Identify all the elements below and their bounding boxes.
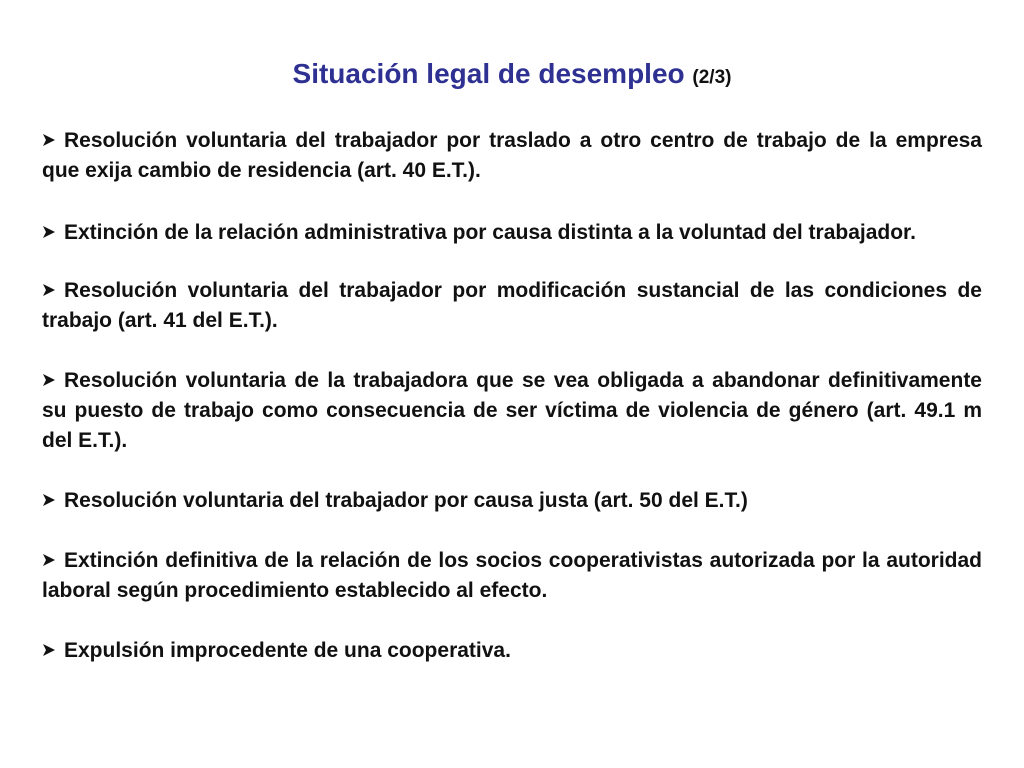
bullet-text: Extinción de la relación administrativa por causa distinta a la voluntad del trabajador. bbox=[64, 221, 916, 244]
arrow-bullet-icon bbox=[42, 373, 56, 387]
arrow-bullet-icon bbox=[42, 553, 56, 567]
arrow-bullet-icon bbox=[42, 643, 56, 657]
arrow-bullet-icon bbox=[42, 283, 56, 297]
bullet-text: Expulsión improcedente de una cooperativa. bbox=[64, 639, 511, 662]
bullet-text: Resolución voluntaria del trabajador por modificación sustancial de las condiciones de trabajo (art. 41 del E.T.). bbox=[42, 279, 982, 332]
bullet-text: Resolución voluntaria de la trabajadora que se vea obligada a abandonar definitivamente su puesto de trabajo como consecuencia de ser víctima de violencia de género (art. 49.1 m del E.T.). bbox=[42, 369, 982, 452]
arrow-bullet-icon bbox=[42, 225, 56, 239]
bullet-item bbox=[42, 366, 982, 456]
title-main: Situación legal de desempleo bbox=[292, 58, 685, 89]
bullet-item bbox=[42, 636, 982, 666]
title-page-indicator: (2/3) bbox=[692, 67, 732, 88]
arrow-bullet-icon bbox=[42, 133, 56, 147]
slide-title bbox=[0, 56, 1024, 96]
bullet-item bbox=[42, 126, 982, 186]
arrow-bullet-icon bbox=[42, 493, 56, 507]
bullet-item bbox=[42, 216, 982, 249]
bullet-item bbox=[42, 546, 982, 606]
bullet-text: Resolución voluntaria del trabajador por causa justa (art. 50 del E.T.) bbox=[64, 489, 748, 512]
bullet-text: Resolución voluntaria del trabajador por traslado a otro centro de trabajo de la empresa que exija cambio de residencia (art. 40 E.T.). bbox=[42, 129, 982, 182]
bullet-item bbox=[42, 486, 982, 516]
bullet-text: Extinción definitiva de la relación de los socios cooperativistas autorizada por la autoridad laboral según procedimiento establecido al efecto. bbox=[42, 549, 982, 602]
bullet-item bbox=[42, 276, 982, 336]
bullet-list bbox=[42, 126, 982, 696]
